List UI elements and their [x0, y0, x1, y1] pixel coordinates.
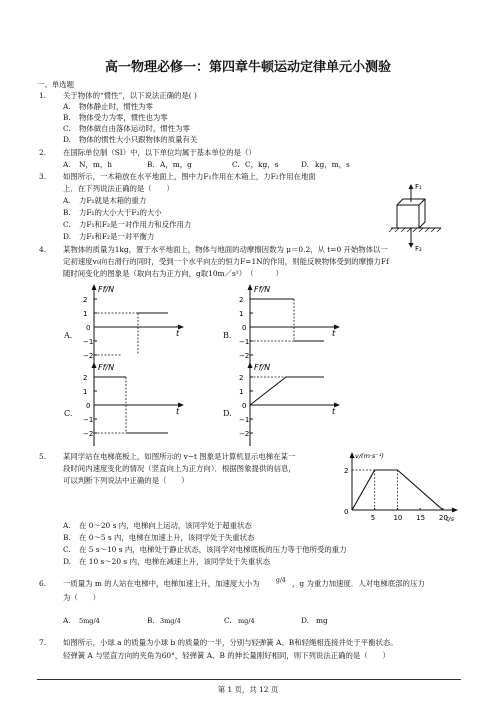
footer-rule	[37, 679, 461, 680]
option-text: 在 0～5 s 内，电梯在加速上升，该同学处于失重状态	[79, 533, 255, 542]
option-text: 物体做自由落体运动时，惯性为零	[79, 124, 190, 133]
option-key: C.	[63, 545, 71, 554]
t-axis-label: t	[332, 329, 336, 338]
question-number: 1.	[39, 91, 47, 100]
y-tick-label: −2	[83, 430, 94, 438]
option-key: A.	[63, 102, 71, 111]
y-tick-label: −1	[239, 338, 250, 346]
question-5-stem-line2: 段时间内速度变化的情况（竖直向上为正方向）．根据图象提供的信息，	[63, 464, 296, 473]
option-text: A，m，g	[160, 160, 192, 169]
question-number: 6.	[39, 579, 47, 588]
y-axis-label: Ff/N	[254, 363, 271, 372]
question-3-stem-line2: 上．在下列说法正确的是（ ）	[63, 184, 174, 193]
question-number: 7.	[39, 638, 47, 647]
option-key: D.	[301, 616, 310, 625]
fraction-g-over-4: g/4	[276, 577, 286, 584]
option-text: N，m，h	[79, 160, 113, 169]
option-text: 力F₁的大小大于F₂的大小	[79, 208, 162, 217]
y-tick-label: 1	[83, 310, 88, 318]
f1-label: F₁	[415, 183, 422, 191]
y-tick-label: 1	[239, 388, 244, 396]
question-3-stem-line1: 如图所示，一木箱放在水平地面上，图中力F₁作用在木箱上，力F₂作用在地面	[63, 172, 316, 181]
origin-label: 0	[242, 402, 247, 410]
velocity-segment	[352, 470, 375, 510]
page-title: 高一物理必修一：第四章牛顿运动定律单元小测验	[104, 60, 391, 75]
option-text: 在 10 s～20 s 内，电梯在减速上升，该同学处于失重状态	[79, 557, 270, 566]
y-tick-label: 2	[83, 296, 88, 304]
f1-arrowhead	[409, 184, 414, 189]
velocity-segment	[397, 470, 442, 510]
option-text: 在 5 s～10 s 内，电梯处于静止状态，该同学对电梯底板的压力等于他所受的重力	[79, 545, 347, 554]
y-axis-arrowhead	[248, 284, 253, 290]
option-c-label: C.	[64, 409, 73, 418]
question-number: 4.	[39, 245, 47, 254]
option-key: D.	[63, 232, 72, 241]
option-key: D.	[63, 557, 72, 566]
option-key: D.	[63, 135, 72, 144]
graph-option-a	[76, 282, 186, 372]
time-tick-label: 20	[438, 514, 448, 522]
option-text: 物体静止时，惯性为零	[79, 102, 153, 111]
y-tick-label: −1	[239, 416, 250, 424]
origin-label: 0	[86, 402, 91, 410]
option-text: 物体受力为零，惯性也为零	[79, 113, 168, 122]
y-tick-label: 2	[239, 296, 244, 304]
y-tick-label: −2	[83, 352, 94, 360]
page-footer: 第 1 页，共 12 页	[217, 685, 279, 694]
y-axis-arrowhead	[248, 362, 253, 368]
question-4-stem-line2: 定初速度v₀向右滑行的同时，受到一个水平向左的恒力F=1N的作用，则能反映物体受到的摩擦力Ff	[63, 257, 389, 266]
y-axis-label: Ff/N	[98, 363, 115, 372]
y-tick-label: 2	[239, 374, 244, 382]
y-axis-label: Ff/N	[254, 285, 271, 294]
question-4-stem-line1: 某物体的质量为1kg，置于水平地面上，物体与地面的动摩擦因数为 μ＝0.2，从 t=0 开始物体以一	[63, 245, 388, 254]
option-text: 物体的惯性大小只跟物体的质量有关	[79, 135, 198, 144]
question-1-stem: 关于物体的“惯性”，以下说法正确的是( )	[63, 91, 197, 100]
y-tick-label: 1	[83, 388, 88, 396]
option-key: C.	[63, 124, 71, 133]
option-text: 力F₁和F₂是一对作用力和反作用力	[79, 220, 192, 229]
y-axis-label: Ff/N	[98, 285, 115, 294]
option-key: D.	[301, 160, 310, 169]
v-axis-label: v/(m·s⁻¹)	[355, 452, 384, 460]
y-axis-arrowhead	[92, 362, 97, 368]
graph-option-b	[232, 282, 342, 372]
box-force-figure	[385, 178, 445, 253]
origin-label: 0	[242, 324, 247, 332]
question-6-stem-part1: 一质量为 m 的人站在电梯中，电梯加速上升，加速度大小为	[63, 579, 260, 588]
question-7-stem-line2: 轻弹簧 A 与竖直方向的夹角为60°，轻弹簧 A、B 的伸长量刚好相同，则下列说法正确的是（ ）	[63, 651, 390, 660]
option-key: B.	[63, 113, 71, 122]
option-text: mg	[316, 616, 328, 625]
option-a-label: A.	[64, 331, 73, 340]
question-number: 5.	[39, 452, 47, 461]
question-2-stem: 在国际单位制（SI）中，以下单位均属于基本单位的是（）	[63, 148, 256, 157]
y-tick-label: 1	[239, 310, 244, 318]
y-tick-label: −1	[83, 338, 94, 346]
option-d-label: D.	[223, 409, 232, 418]
v-tick-label: 2	[344, 467, 349, 475]
v-axis-arrowhead	[350, 452, 355, 458]
f2-arrowhead	[409, 243, 414, 248]
question-7-stem-line1: 如图所示，小球 a 的质量为小球 b 的质量的一半，分别与轻弹簧 A、B和轻绳相连接并处于平衡状态。	[63, 638, 398, 647]
y-axis-arrowhead	[92, 284, 97, 290]
wooden-box	[397, 199, 425, 228]
time-tick-label: 15	[416, 514, 426, 522]
ground-hatch	[389, 228, 441, 232]
option-text: 力F₁就是木箱的重力	[79, 196, 147, 205]
option-key: A.	[63, 160, 71, 169]
friction-segment	[250, 377, 286, 405]
graph-option-d	[232, 360, 342, 450]
option-text: 5mg/4	[79, 617, 100, 625]
question-5-stem-line1: 某同学站在电梯底板上，如图所示的 v−t 图象是计算机显示电梯在某一	[63, 452, 296, 461]
option-text: kg，m，s	[315, 160, 350, 169]
option-key: A.	[63, 616, 71, 625]
f2-label: F₂	[415, 245, 422, 253]
option-key: C.	[232, 160, 240, 169]
option-text: C，kg，s	[245, 160, 279, 169]
option-key: B.	[63, 533, 71, 542]
y-tick-label: 2	[83, 374, 88, 382]
option-b-label: B.	[223, 331, 232, 340]
t-axis-label: t	[332, 407, 336, 416]
time-axis-label: t/s	[446, 515, 455, 523]
option-key: B.	[147, 616, 155, 625]
y-tick-label: −2	[239, 430, 250, 438]
section-heading: 一、单选题	[37, 80, 74, 89]
origin-label: 0	[86, 324, 91, 332]
graph-option-c	[76, 360, 186, 450]
option-text: 在 0～20 s 内，电梯向上运动，该同学处于超重状态	[79, 521, 252, 530]
origin-label: 0	[344, 508, 349, 516]
y-tick-label: −2	[239, 352, 250, 360]
option-key: A.	[63, 196, 71, 205]
question-6-stem-part3: 为（ ）	[63, 593, 100, 602]
question-number: 2.	[39, 148, 47, 157]
option-key: C.	[224, 616, 232, 625]
option-key: B.	[63, 208, 71, 217]
t-axis-label: t	[176, 329, 180, 338]
time-axis-arrowhead	[452, 508, 458, 513]
option-key: B.	[147, 160, 155, 169]
option-key: C.	[63, 220, 71, 229]
time-tick-label: 10	[393, 514, 403, 522]
time-tick-label: 5	[370, 514, 376, 522]
option-text: 3mg/4	[160, 617, 181, 625]
option-text: mg/4	[238, 617, 255, 625]
option-key: A.	[63, 521, 71, 530]
question-number: 3.	[39, 172, 47, 181]
question-6-stem-part2: ，g 为重力加速度．人对电梯底部的压力	[292, 579, 425, 588]
y-tick-label: −1	[83, 416, 94, 424]
vt-graph	[338, 450, 458, 528]
t-axis-label: t	[176, 407, 180, 416]
option-text: 力F₁和F₂是一对平衡力	[79, 232, 155, 241]
question-4-stem-line3: 随时间变化的图象是（取向右为正方向，g取10m／s²） （ ）	[63, 269, 284, 278]
question-5-stem-line3: 可以判断下列说法中正确的是（ ）	[63, 476, 189, 485]
